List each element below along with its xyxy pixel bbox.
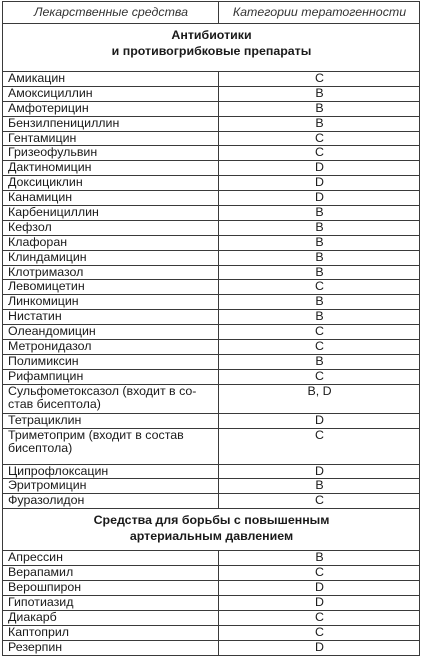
category-cell: B <box>219 250 420 265</box>
section-header-row <box>3 24 420 72</box>
header-row <box>3 2 420 24</box>
drug-name-cell: Гризеофульвин <box>3 146 219 161</box>
category-cell: C <box>219 340 420 355</box>
category-cell: B <box>219 86 420 101</box>
table-row <box>3 479 420 494</box>
section-title-line: артериальным давлением <box>129 529 294 544</box>
table-row <box>3 494 420 509</box>
drug-name-cell: Верошпирон <box>3 581 219 596</box>
category-cell: D <box>219 176 420 191</box>
table-row <box>3 369 420 384</box>
teratogenicity-table <box>2 1 420 656</box>
section-title-line: и противогрибковые препараты <box>111 44 312 58</box>
table-row <box>3 191 420 206</box>
category-cell: B <box>219 116 420 131</box>
category-cell: B <box>219 265 420 280</box>
table-row <box>3 551 420 566</box>
category-cell: B <box>219 220 420 235</box>
table-row <box>3 325 420 340</box>
category-cell: B <box>219 354 420 369</box>
drug-name-cell: Карбенициллин <box>3 206 219 221</box>
category-cell: C <box>219 72 420 87</box>
category-cell: B <box>219 479 420 494</box>
category-cell: C <box>219 146 420 161</box>
category-cell: B <box>219 310 420 325</box>
category-cell: C <box>219 280 420 295</box>
category-cell: B <box>219 206 420 221</box>
drug-name-cell: Сульфометоксазол (входит в со- став бисептола) <box>3 384 219 413</box>
drug-name-cell: Клотримазол <box>3 265 219 280</box>
table-row <box>3 146 420 161</box>
table-row <box>3 310 420 325</box>
table-row <box>3 101 420 116</box>
drug-name-cell: Нистатин <box>3 310 219 325</box>
drug-name-cell: Диакарб <box>3 610 219 625</box>
table-row <box>3 280 420 295</box>
table-row <box>3 176 420 191</box>
category-cell: D <box>219 640 420 655</box>
table-row <box>3 220 420 235</box>
drug-name-cell: Полимиксин <box>3 354 219 369</box>
drug-name-cell: Гентамицин <box>3 131 219 146</box>
drug-name-cell: Апрессин <box>3 551 219 566</box>
table-row <box>3 116 420 131</box>
drug-name-cell: Каптоприл <box>3 625 219 640</box>
category-cell: D <box>219 413 420 428</box>
category-cell: D <box>219 191 420 206</box>
drug-name-cell: Амфотерицин <box>3 101 219 116</box>
drug-name-cell: Верапамил <box>3 566 219 581</box>
drug-name-cell: Триметоприм (входит в состав бисептола) <box>3 428 219 464</box>
table-row <box>3 625 420 640</box>
drug-name-cell: Олеандомицин <box>3 325 219 340</box>
table-row <box>3 250 420 265</box>
table-row <box>3 206 420 221</box>
drug-name-cell: Клафоран <box>3 235 219 250</box>
section-title-line: Антибиотики <box>171 28 252 42</box>
drug-name-cell: Эритромицин <box>3 479 219 494</box>
table-row <box>3 428 420 464</box>
category-cell: B <box>219 235 420 250</box>
drug-name-cell: Дактиномицин <box>3 161 219 176</box>
category-cell: D <box>219 464 420 479</box>
category-cell: C <box>219 325 420 340</box>
drug-name-cell: Фуразолидон <box>3 494 219 509</box>
table-row <box>3 235 420 250</box>
drug-name-cell: Доксициклин <box>3 176 219 191</box>
drug-name-cell: Амоксициллин <box>3 86 219 101</box>
table-row <box>3 131 420 146</box>
table-row <box>3 464 420 479</box>
section-title <box>3 509 420 551</box>
table-row <box>3 354 420 369</box>
category-cell: B <box>219 551 420 566</box>
table-row <box>3 161 420 176</box>
table-row <box>3 413 420 428</box>
table-row <box>3 384 420 413</box>
table-row <box>3 566 420 581</box>
section-title-line: Средства для борьбы с повышенным <box>93 513 330 528</box>
table-body <box>3 24 420 656</box>
category-cell: B <box>219 295 420 310</box>
category-cell: C <box>219 494 420 509</box>
section-header-row <box>3 509 420 551</box>
drug-name-cell: Клиндамицин <box>3 250 219 265</box>
category-cell: D <box>219 581 420 596</box>
table-row <box>3 581 420 596</box>
table-row <box>3 595 420 610</box>
category-cell: C <box>219 566 420 581</box>
drug-name-cell: Бензилпенициллин <box>3 116 219 131</box>
table-row <box>3 86 420 101</box>
drug-name-cell: Резерпин <box>3 640 219 655</box>
drug-name-cell: Левомицетин <box>3 280 219 295</box>
table-row <box>3 265 420 280</box>
categories-column-header: Категории тератогенности <box>219 2 420 24</box>
table-row <box>3 340 420 355</box>
category-cell: C <box>219 131 420 146</box>
drug-name-cell: Канамицин <box>3 191 219 206</box>
drug-name-cell: Линкомицин <box>3 295 219 310</box>
category-cell: D <box>219 161 420 176</box>
drug-name-cell: Рифампицин <box>3 369 219 384</box>
category-cell: B, D <box>219 384 420 413</box>
drug-name-cell: Амикацин <box>3 72 219 87</box>
table-row <box>3 72 420 87</box>
category-cell: C <box>219 625 420 640</box>
section-title <box>3 24 420 72</box>
drugs-column-header: Лекарственные средства <box>3 2 219 24</box>
category-cell: C <box>219 610 420 625</box>
category-cell: C <box>219 428 420 464</box>
table-row <box>3 610 420 625</box>
drug-name-cell: Гипотиазид <box>3 595 219 610</box>
table-row <box>3 295 420 310</box>
category-cell: C <box>219 369 420 384</box>
category-cell: B <box>219 101 420 116</box>
drug-name-cell: Метронидазол <box>3 340 219 355</box>
drug-name-cell: Ципрофлоксацин <box>3 464 219 479</box>
drug-name-cell: Кефзол <box>3 220 219 235</box>
category-cell: D <box>219 595 420 610</box>
drug-name-cell: Тетрациклин <box>3 413 219 428</box>
